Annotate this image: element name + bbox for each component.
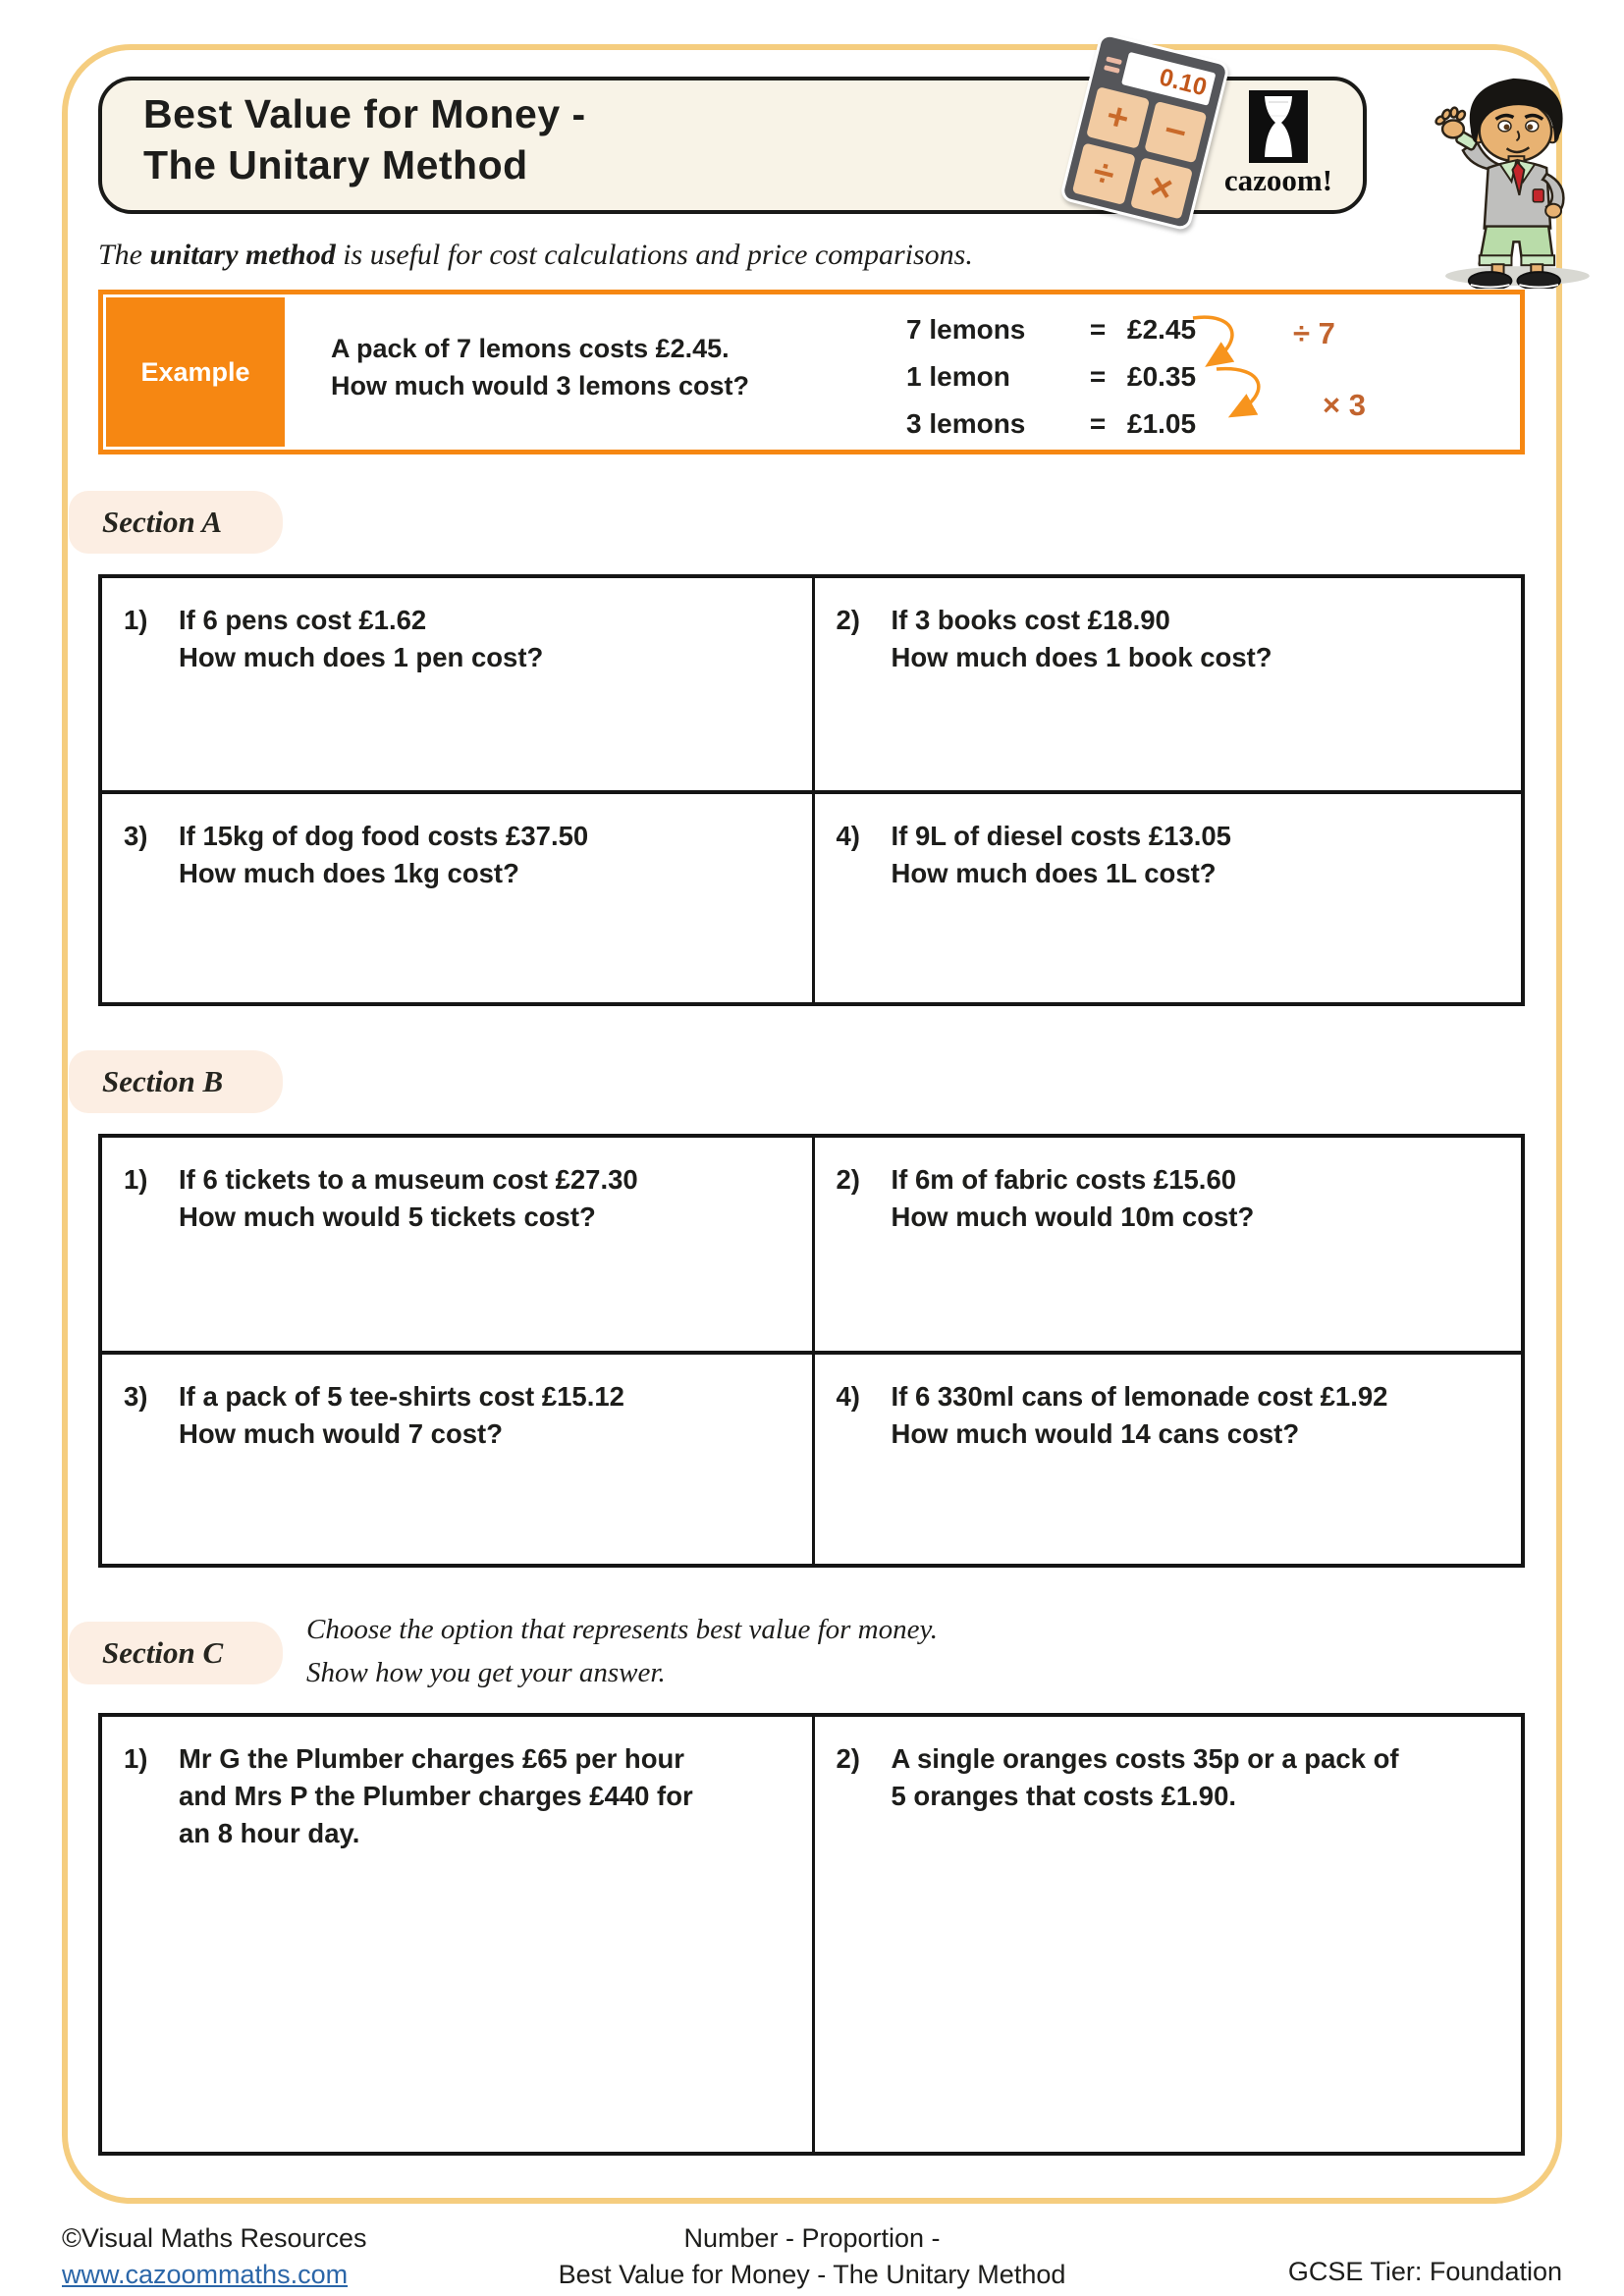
section-b-question-grid xyxy=(98,1134,1525,1568)
question-cell-b2: 2) If 6m of fabric costs £15.60 How much would 10m cost? xyxy=(812,1138,1522,1351)
intro-suffix: is useful for cost calculations and price comparisons. xyxy=(335,239,973,271)
question-cell-c2: 2) A single oranges costs 35p or a pack of 5 oranges that costs £1.90. xyxy=(812,1717,1522,2152)
plus-key-icon: + xyxy=(1086,86,1149,148)
footer-tier: GCSE Tier: Foundation xyxy=(1287,2257,1562,2286)
section-b-label: Section B xyxy=(69,1050,283,1113)
website-link[interactable]: www.cazoommaths.com xyxy=(62,2260,349,2289)
example-box xyxy=(98,290,1525,454)
page-title xyxy=(143,88,586,190)
calculator-display: 0.10 xyxy=(1121,52,1217,106)
calculator-equals-icon xyxy=(1104,56,1122,73)
example-label: Example xyxy=(106,297,285,447)
minus-key-icon: − xyxy=(1144,101,1207,163)
divide-by-7-label: ÷ 7 xyxy=(1293,316,1335,350)
question-cell-b3: 3) If a pack of 5 tee-shirts cost £15.12 How much would 7 cost? xyxy=(102,1351,812,1564)
section-c-instructions: Choose the option that represents best value for money. Show how you get your answer. xyxy=(306,1614,939,1688)
question-cell-b4: 4) If 6 330ml cans of lemonade cost £1.92 How much would 14 cans cost? xyxy=(812,1351,1522,1564)
footer-left xyxy=(62,2220,367,2293)
example-question-line1: A pack of 7 lemons costs £2.45. xyxy=(331,334,730,363)
divide-key-icon: ÷ xyxy=(1072,142,1135,204)
intro-prefix: The xyxy=(98,239,150,271)
student-character-illustration xyxy=(1407,65,1608,289)
multiply-key-icon: × xyxy=(1130,157,1193,219)
footer-topic-line1: Number - Proportion - xyxy=(683,2223,941,2253)
cazoom-hourglass-icon xyxy=(1249,90,1308,163)
section-c-question-grid xyxy=(98,1713,1525,2156)
page-title-line1: Best Value for Money - xyxy=(143,91,586,136)
question-cell-c1: 1) Mr G the Plumber charges £65 per hour and Mrs P the Plumber charges £440 for an 8 hour day. xyxy=(124,1743,693,1848)
curved-arrows-icon xyxy=(1183,302,1301,450)
working-row: 3 lemons = £1.05 xyxy=(906,408,1197,439)
example-question xyxy=(331,330,749,404)
question-cell-b1: 1) If 6 tickets to a museum cost £27.30 How much would 5 tickets cost? xyxy=(124,1164,638,1232)
working-row: 1 lemon = £0.35 xyxy=(906,361,1197,392)
footer-center xyxy=(412,2220,1212,2293)
copyright-text: ©Visual Maths Resources xyxy=(62,2223,367,2253)
section-a-question-grid xyxy=(98,574,1525,1006)
example-question-line2: How much would 3 lemons cost? xyxy=(331,371,750,400)
question-cell-a4: 4) If 9L of diesel costs £13.05 How much does 1L cost? xyxy=(812,790,1522,1002)
section-a-label: Section A xyxy=(69,491,283,554)
footer-topic-line2: Best Value for Money - The Unitary Method xyxy=(558,2260,1066,2289)
question-cell-a1: 1) If 6 pens cost £1.62 How much does 1 pen cost? xyxy=(124,605,544,672)
page-title-line2: The Unitary Method xyxy=(143,142,528,187)
example-working xyxy=(906,306,1196,448)
working-row: 7 lemons = £2.45 xyxy=(906,314,1197,345)
multiply-by-3-label: × 3 xyxy=(1323,388,1366,422)
intro-sentence xyxy=(98,239,973,272)
calculator-keys xyxy=(1072,86,1207,219)
section-c-label: Section C xyxy=(69,1622,283,1684)
question-cell-a3: 3) If 15kg of dog food costs £37.50 How much does 1kg cost? xyxy=(102,790,812,1002)
question-cell-a2: 2) If 3 books cost £18.90 How much does 1 book cost? xyxy=(812,578,1522,790)
intro-bold-term: unitary method xyxy=(149,239,336,271)
cazoom-logo-text: cazoom! xyxy=(1223,163,1333,197)
